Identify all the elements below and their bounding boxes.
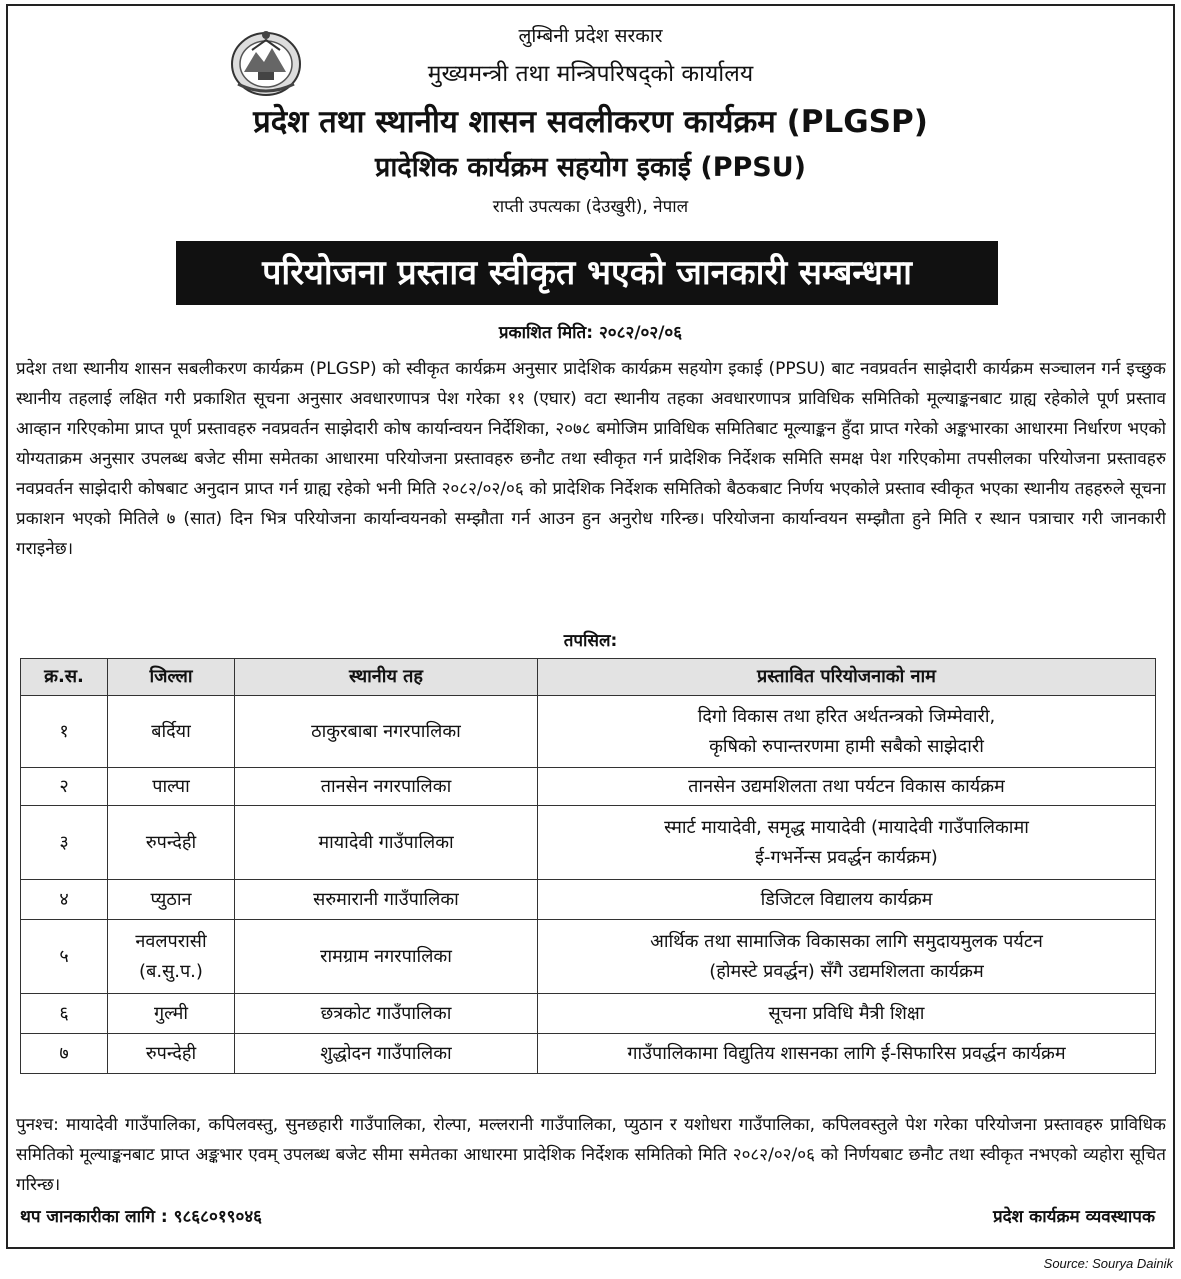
- cell-district: रुपन्देही: [108, 1034, 235, 1074]
- office-name: मुख्यमन्त्री तथा मन्त्रिपरिषद्को कार्यालय: [427, 61, 754, 87]
- cell-sn: ६: [21, 994, 108, 1034]
- table-row: [21, 696, 1156, 768]
- cell-sn: ५: [21, 920, 108, 994]
- signer-title: प्रदेश कार्यक्रम व्यवस्थापक: [992, 1207, 1155, 1227]
- project-line-1: स्मार्ट मायादेवी, समृद्ध मायादेवी (मायादेवी गाउँपालिकामा: [664, 816, 1029, 838]
- cell-local-level: तानसेन नगरपालिका: [235, 768, 538, 806]
- notice-body: प्रदेश तथा स्थानीय शासन सबलीकरण कार्यक्रम (PLGSP) को स्वीकृत कार्यक्रम अनुसार प्रादेशिक कार्यक्रम सहयोग इकाई (PPSU) बाट नवप्रवर्तन साझेदारी कार्यक्रम सञ्चालन गर्न इच्छुक स्थानीय तहलाई लक्षित गरी प्रकाशित सूचना अनुसार अवधारणापत्र पेश गरेका ११ (एघार) वटा स्थानीय तहका अवधारणापत्र प्राविधिक समितिको मूल्याङ्कनबाट ग्राह्य रहेकोले पूर्ण प्रस्ताव आव्हान गरिएकोमा प्राप्त पूर्ण प्रस्तावहरु नवप्रवर्तन साझेदारी कोष कार्यान्वयन निर्देशिका, २०७८ बमोजिम प्राविधिक समितिबाट मूल्याङ्कन हुँदा प्राप्त गरेको अङ्कभारका आधारमा निर्धारण भएको योग्यताक्रम अनुसार उपलब्ध बजेट सीमा समेतका आधारमा परियोजना प्रस्तावहरु छनौट तथा स्वीकृत गर्न प्रादेशिक निर्देशक समिति समक्ष पेश गरिएकोमा तपसीलका परियोजना प्रस्तावहरु नवप्रवर्तन साझेदारी कोषबाट अनुदान प्राप्त गर्न ग्राह्य रहेको भनी मिति २०८२/०२/०६ को प्रादेशिक निर्देशक समितिको बैठकबाट निर्णय भएकोले प्रस्ताव स्वीकृत भएका स्थानीय तहहरुले सूचना प्रकाशन भएको मितिले ७ (सात) दिन भित्र परियोजना कार्यान्वयनको सम्झौता गर्न आउन हुन अनुरोध गरिन्छ। परियोजना कार्यान्वयन सम्झौता हुने मिति र स्थान पत्राचार गरी जानकारी गराइनेछ।: [16, 359, 1166, 559]
- table-row: [21, 920, 1156, 994]
- table-row: [21, 1034, 1156, 1074]
- col-header-sn: क्र.स.: [21, 659, 108, 696]
- project-line-2: कृषिको रुपान्तरणमा हामी सबैको साझेदारी: [709, 735, 984, 757]
- cell-district: [108, 920, 235, 994]
- government-name: लुम्बिनी प्रदेश सरकार: [518, 25, 663, 47]
- cell-local-level: शुद्धोदन गाउँपालिका: [235, 1034, 538, 1074]
- project-line-1: दिगो विकास तथा हरित अर्थतन्त्रको जिम्मेवारी,: [697, 705, 996, 727]
- table-row: [21, 806, 1156, 880]
- cell-project: गाउँपालिकामा विद्युतिय शासनका लागि ई-सिफारिस प्रवर्द्धन कार्यक्रम: [538, 1034, 1156, 1074]
- cell-local-level: छत्रकोट गाउँपालिका: [235, 994, 538, 1034]
- table-row: [21, 994, 1156, 1034]
- col-header-local-level: स्थानीय तह: [235, 659, 538, 696]
- table-header-row: [21, 659, 1156, 696]
- cell-local-level: रामग्राम नगरपालिका: [235, 920, 538, 994]
- cell-district: रुपन्देही: [108, 806, 235, 880]
- notice-title-banner: परियोजना प्रस्ताव स्वीकृत भएको जानकारी सम्बन्धमा: [176, 241, 998, 305]
- district-line-2: (ब.सु.प.): [139, 960, 203, 982]
- annex-label: तपसिल:: [563, 631, 618, 651]
- cell-project: [538, 920, 1156, 994]
- cell-local-level: मायादेवी गाउँपालिका: [235, 806, 538, 880]
- project-line-2: ई-गभर्नेन्स प्रवर्द्धन कार्यक्रम): [755, 846, 938, 868]
- contact-info: थप जानकारीका लागि : ९८६८०१९०४६: [20, 1207, 263, 1227]
- cell-project: [538, 696, 1156, 768]
- unit-title: प्रादेशिक कार्यक्रम सहयोग इकाई (PPSU): [375, 152, 806, 183]
- cell-district: बर्दिया: [108, 696, 235, 768]
- cell-district: प्युठान: [108, 880, 235, 920]
- project-line-1: आर्थिक तथा सामाजिक विकासका लागि समुदायमुलक पर्यटन: [650, 930, 1043, 952]
- table-row: [21, 880, 1156, 920]
- cell-local-level: ठाकुरबाबा नगरपालिका: [235, 696, 538, 768]
- cell-project: सूचना प्रविधि मैत्री शिक्षा: [538, 994, 1156, 1034]
- table-row: [21, 768, 1156, 806]
- cell-sn: २: [21, 768, 108, 806]
- cell-sn: ३: [21, 806, 108, 880]
- published-date: प्रकाशित मिति: २०८२/०२/०६: [498, 323, 683, 343]
- approved-projects-table: [20, 658, 1156, 1074]
- source-credit: Source: Sourya Dainik: [1043, 1256, 1173, 1271]
- cell-project: तानसेन उद्यमशिलता तथा पर्यटन विकास कार्यक्रम: [538, 768, 1156, 806]
- cell-sn: ७: [21, 1034, 108, 1074]
- col-header-project: प्रस्तावित परियोजनाको नाम: [538, 659, 1156, 696]
- cell-project: [538, 806, 1156, 880]
- cell-local-level: सरुमारानी गाउँपालिका: [235, 880, 538, 920]
- project-line-2: (होमस्टे प्रवर्द्धन) सँगै उद्यमशिलता कार्यक्रम: [709, 960, 984, 982]
- program-title: प्रदेश तथा स्थानीय शासन सवलीकरण कार्यक्रम (PLGSP): [253, 104, 928, 140]
- cell-district: गुल्मी: [108, 994, 235, 1034]
- office-location: राप्ती उपत्यका (देउखुरी), नेपाल: [492, 197, 689, 217]
- postscript-note: पुनश्च: मायादेवी गाउँपालिका, कपिलवस्तु, सुनछहारी गाउँपालिका, रोल्पा, मल्लरानी गाउँपालिका, प्युठान र यशोधरा गाउँपालिका, कपिलवस्तुले पेश गरेका परियोजना प्रस्तावहरु प्राविधिक समितिको मूल्याङ्कनबाट प्राप्त अङ्कभार एवम् उपलब्ध बजेट सीमा समेतका आधारमा प्रादेशिक निर्देशक समितिको मिति २०८२/०२/०६ को निर्णयबाट छनौट तथा स्वीकृत नभएको व्यहोरा सूचित गरिन्छ।: [16, 1115, 1166, 1195]
- cell-sn: ४: [21, 880, 108, 920]
- cell-project: डिजिटल विद्यालय कार्यक्रम: [538, 880, 1156, 920]
- cell-sn: १: [21, 696, 108, 768]
- cell-district: पाल्पा: [108, 768, 235, 806]
- district-line-1: नवलपरासी: [135, 930, 207, 952]
- col-header-district: जिल्ला: [108, 659, 235, 696]
